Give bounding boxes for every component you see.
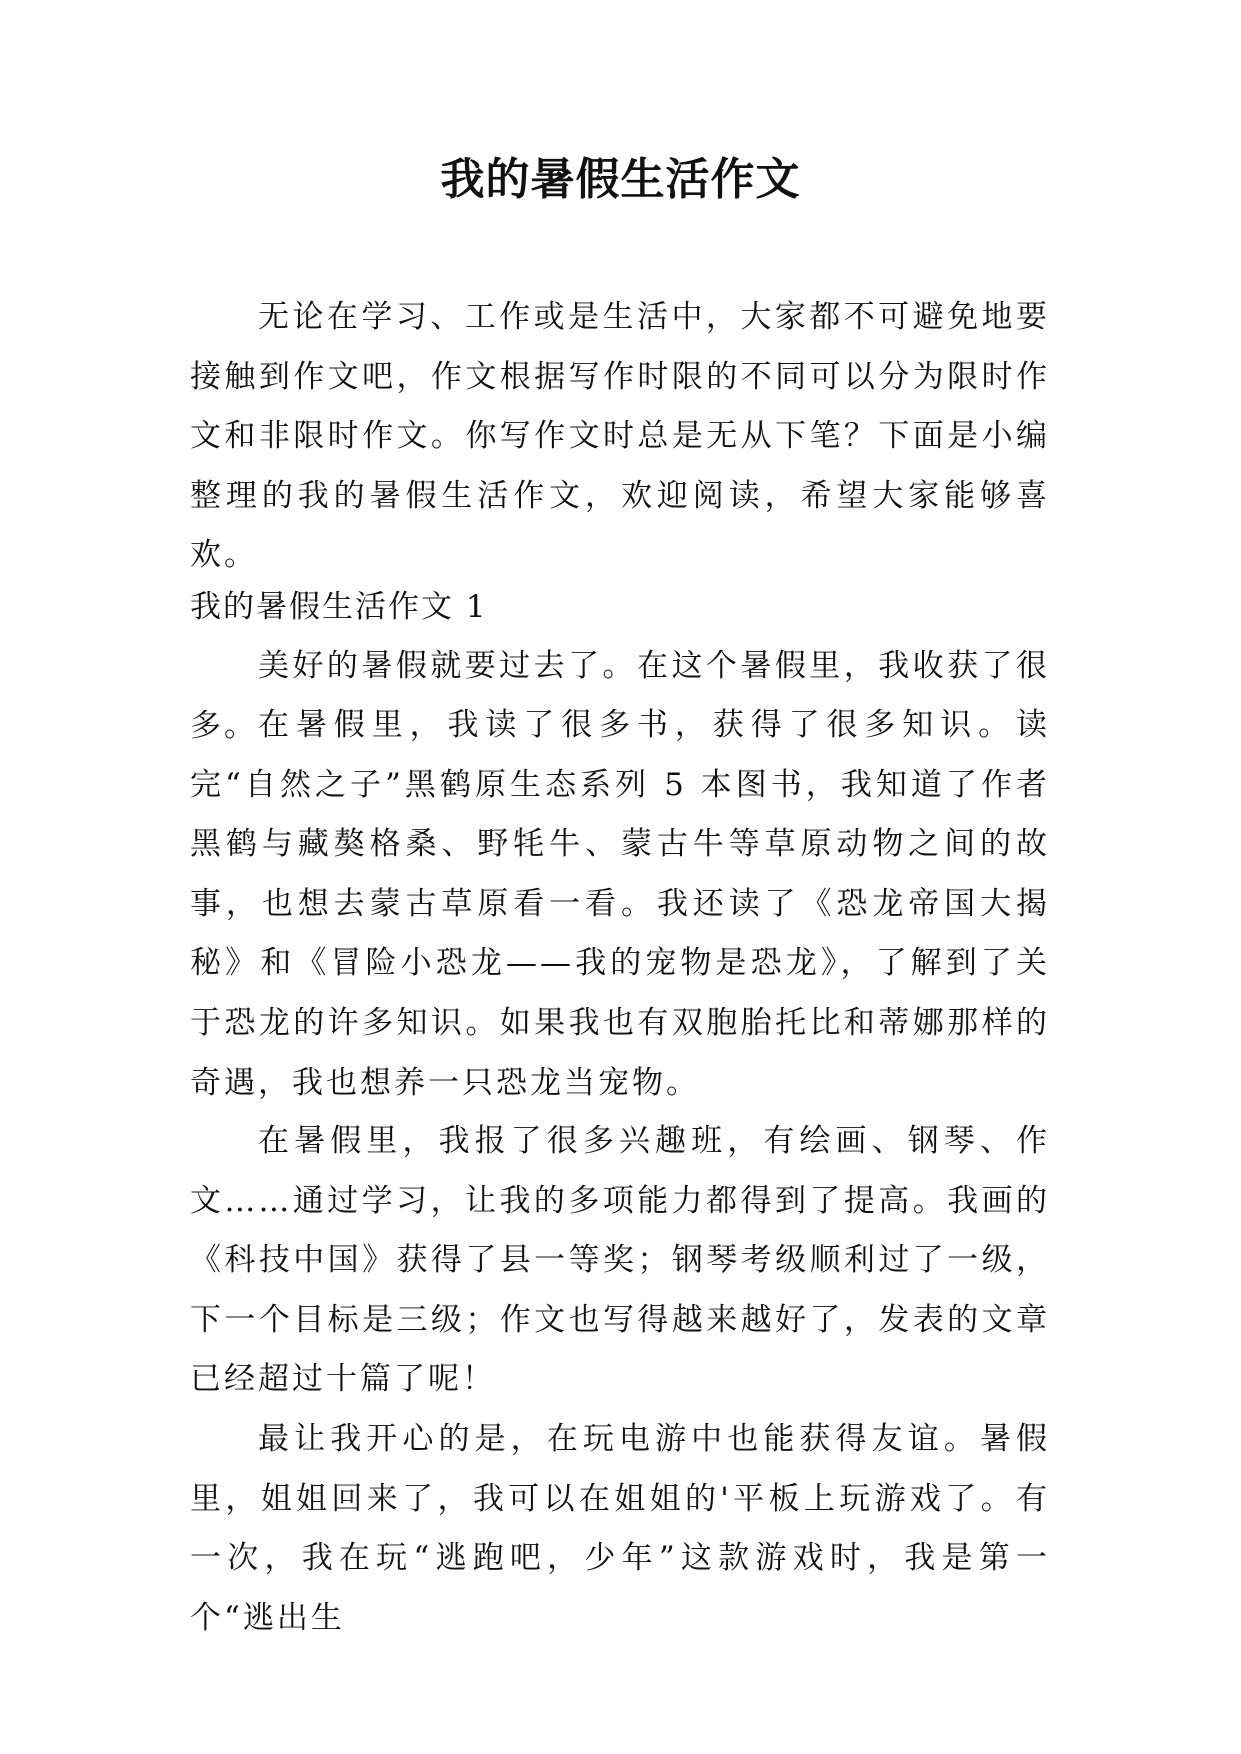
section-heading: 我的暑假生活作文 1 xyxy=(190,589,488,625)
paragraph-1: 美好的暑假就要过去了。在这个暑假里，我收获了很多。 xyxy=(190,648,1050,744)
document-title: 我的暑假生活作文 xyxy=(440,154,801,205)
paragraph-4: 最让我开心的是，在玩电游中也能获得友谊。暑假里，姐姐回来了，我可以在姐姐的'平板上玩游戏了。有一次，我在玩“逃跑吧，少年”这款游戏时，我是第一个“逃出生 xyxy=(190,1421,1050,1636)
intro-paragraph: 无论在学习、工作或是生活中，大家都不可避免地要接触到作文吧，作文根据写作时限的不同可以分为限时作文和非限时作文。你写作文时总是无从下笔？下面是小编整理的我的暑假生活作文，欢迎阅读，希望大家能够喜欢。 xyxy=(190,299,1050,574)
paragraph-3: 在暑假里，我报了很多兴趣班，有绘画、钢琴、作文……通过学习，让我的多项能力都得到了提高。我画的《科技中国》获得了县一等奖；钢琴考级顺利过了一级，下一个目标是三级；作文也写得越来越好了，发表的文章已经超过十篇了呢！ xyxy=(190,1123,1050,1398)
paragraph-2: 在暑假里，我读了很多书，获得了很多知识。读完“自然之子”黑鹤原生态系列 5 本图书，我知道了作者黑鹤与藏獒格桑、野牦牛、蒙古牛等草原动物之间的故事，也想去蒙古草原看一看。我还读了《恐龙帝国大揭秘》和《冒险小恐龙——我的宠物是恐龙》，了解到了关于恐龙的许多知识。如果我也有双胞胎托比和蒂娜那样的奇遇，我也想养一只恐龙当宠物。 xyxy=(190,707,1050,1101)
